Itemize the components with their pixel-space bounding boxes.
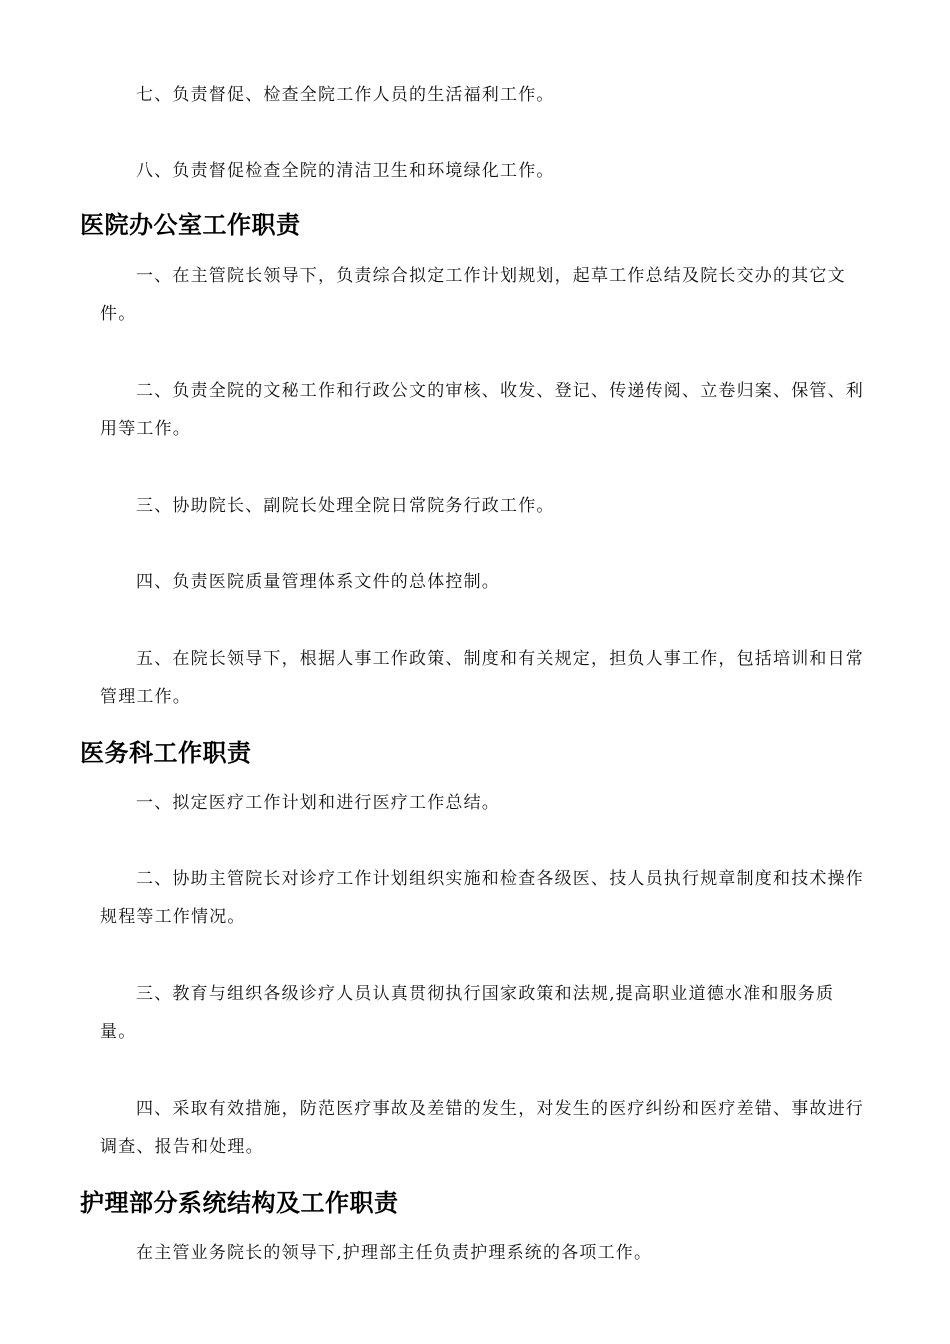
section-heading-medical: 医务科工作职责 — [80, 739, 252, 767]
office-duty-3: 三、协助院长、副院长处理全院日常院务行政工作。 — [136, 496, 555, 516]
office-duty-5: 五、在院长领导下，根据人事工作政策、制度和有关规定，担负人事工作，包括培训和日常管理工作。 — [100, 649, 864, 707]
section-heading-office: 医院办公室工作职责 — [80, 211, 301, 239]
section-heading-nursing: 护理部分系统结构及工作职责 — [80, 1189, 399, 1217]
medical-duty-3: 三、教育与组织各级诊疗人员认真贯彻执行国家政策和法规,提高职业道德水准和服务质量。 — [100, 984, 835, 1042]
paragraph-welfare: 七、负责督促、检查全院工作人员的生活福利工作。 — [136, 85, 555, 105]
office-duty-4: 四、负责医院质量管理体系文件的总体控制。 — [136, 572, 500, 592]
nursing-intro: 在主管业务院长的领导下,护理部主任负责护理系统的各项工作。 — [136, 1243, 653, 1263]
office-duty-2: 二、负责全院的文秘工作和行政公文的审核、收发、登记、传递传阅、立卷归案、保管、利用等工作。 — [100, 381, 864, 439]
paragraph-sanitation: 八、负责督促检查全院的清洁卫生和环境绿化工作。 — [136, 161, 555, 181]
medical-duty-4: 四、采取有效措施，防范医疗事故及差错的发生，对发生的医疗纠纷和医疗差错、事故进行调查、报告和处理。 — [100, 1099, 864, 1157]
office-duty-1: 一、在主管院长领导下，负责综合拟定工作计划规划，起草工作总结及院长交办的其它文件。 — [100, 266, 846, 324]
medical-duty-1: 一、拟定医疗工作计划和进行医疗工作总结。 — [136, 793, 500, 813]
medical-duty-2: 二、协助主管院长对诊疗工作计划组织实施和检查各级医、技人员执行规章制度和技术操作规程等工作情况。 — [100, 869, 864, 927]
